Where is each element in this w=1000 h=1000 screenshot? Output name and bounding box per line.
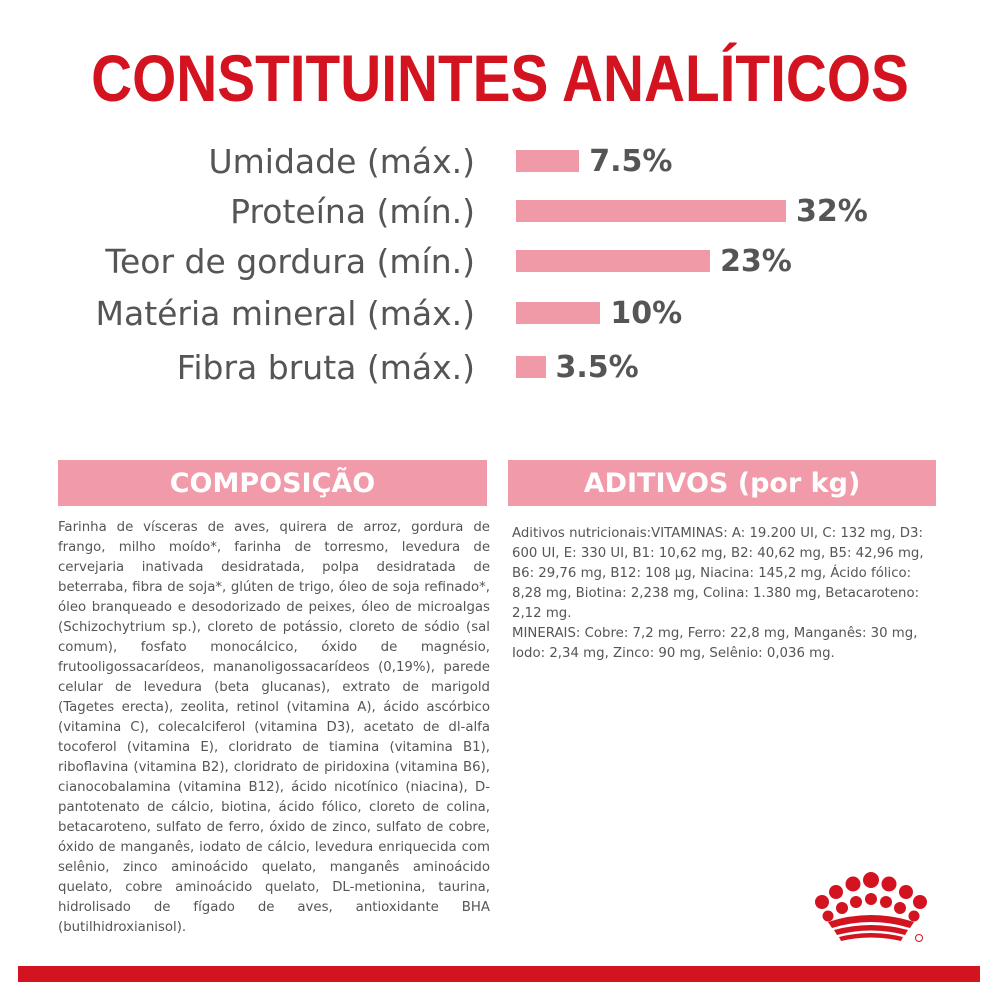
composition-header: COMPOSIÇÃO	[58, 460, 487, 506]
page-title: CONSTITUINTES ANALÍTICOS	[91, 41, 909, 115]
vitamins-text: Aditivos nutricionais:VITAMINAS: A: 19.200 UI, C: 132 mg, D3: 600 UI, E: 330 UI, B1: 10,62 mg, B2: 40,62 mg, B5: 42,96 mg, B6: 29,76 mg, B12: 108 µg, Niacina: 145,2 mg, Ácido fólico: 8,28 mg, Biotina: 2,238 mg, Colina: 1.380 mg, Betacaroteno: 2,12 mg.	[512, 526, 924, 621]
bottom-brand-bar	[18, 966, 980, 982]
royal-canin-crown-logo	[806, 870, 936, 945]
chart-row	[0, 240, 1000, 290]
value-bar	[516, 150, 579, 172]
additives-text	[512, 524, 936, 664]
value-bar	[516, 250, 710, 272]
value-label: 10%	[610, 296, 683, 331]
value-bar	[516, 200, 786, 222]
category-label: Matéria mineral (máx.)	[95, 294, 475, 333]
minerals-text: MINERAIS: Cobre: 7,2 mg, Ferro: 22,8 mg, Manganês: 30 mg, Iodo: 2,34 mg, Zinco: 90 mg, Selênio: 0,036 mg.	[512, 626, 918, 661]
chart-row	[0, 292, 1000, 342]
value-label: 3.5%	[555, 350, 639, 385]
composition-text: Farinha de vísceras de aves, quirera de arroz, gordura de frango, milho moído*, farinha de torresmo, levedura de cervejaria inativada desidratada, polpa desidratada de beterraba, fibra de soja*, glúten de trigo, óleo de soja refinado*, óleo branqueado e desodorizado de peixes, óleo de microalgas (Schizochytrium sp.), cloreto de potássio, cloreto de sódio (sal comum), fosfato monocálcico, óxido de magnésio, frutooligossacarídeos, mananoligossacarídeos (0,19%), parede celular de levedura (beta glucanas), extrato de marigold (Tagetes erecta), zeolita, retinol (vitamina A), ácido ascórbico (vitamina C), colecalciferol (vitamina D3), acetato de dl-alfa tocoferol (vitamina E), cloridrato de tiamina (vitamina B1), riboflavina (vitamina B2), cloridrato de piridoxina (vitamina B6), cianocobalamina (vitamina B12), ácido nicotínico (niacina), D-pantotenato de cálcio, biotina, ácido fólico, cloreto de colina, betacaroteno, sulfato de ferro, óxido de zinco, sulfato de cobre, óxido de manganês, iodato de cálcio, levedura enriquecida com selênio, zinco aminoácido quelato, manganês aminoácido quelato, cobre aminoácido quelato, DL-metionina, taurina, hidrolisado de fígado de aves, antioxidante BHA (butilhidroxianisol).	[58, 520, 490, 935]
value-label: 7.5%	[589, 144, 673, 179]
value-bar	[516, 356, 546, 378]
category-label: Teor de gordura (mín.)	[105, 242, 475, 281]
additives-header: ADITIVOS (por kg)	[508, 460, 936, 506]
category-label: Umidade (máx.)	[208, 142, 475, 181]
chart-row	[0, 346, 1000, 396]
value-label: 23%	[720, 244, 792, 279]
category-label: Proteína (mín.)	[230, 192, 475, 231]
chart-row	[0, 140, 1000, 190]
chart-row	[0, 190, 1000, 240]
category-label: Fibra bruta (máx.)	[176, 348, 475, 387]
value-bar	[516, 302, 600, 324]
value-label: 32%	[796, 194, 868, 229]
